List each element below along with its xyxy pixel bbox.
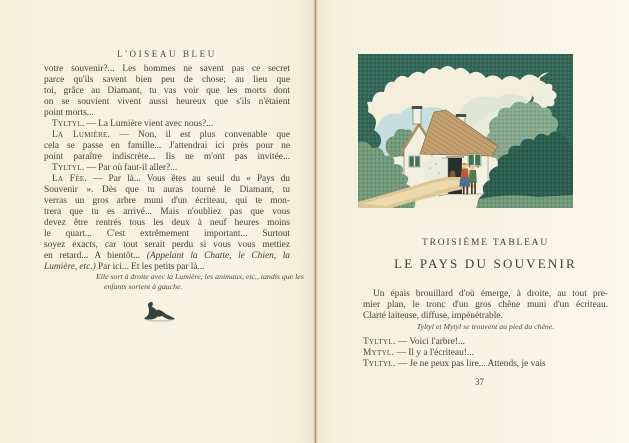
door-lintel	[446, 156, 464, 158]
body-line: votre souvenir?... Les hommes ne savent pas ce secret	[44, 64, 290, 74]
reclining-figure-vignette	[142, 301, 178, 323]
tyltyl-head	[470, 165, 475, 170]
body-line: le quart... C'est extrêmement important... Surtout	[44, 229, 290, 239]
body-line: trera que tu es arrivé... Mais n'oubliez pas que vous	[44, 207, 290, 217]
cottage-illustration	[358, 54, 573, 208]
shutter	[410, 157, 414, 167]
shrub-speckle	[429, 167, 431, 169]
running-header: L'OISEAU BLEU	[117, 49, 217, 59]
chimney-cap	[456, 114, 466, 117]
shutter	[415, 157, 419, 167]
act-heading: TROISIÈME TABLEAU	[421, 238, 550, 248]
speaker-name: Tyltyl.	[52, 163, 85, 173]
chimney-cap	[412, 106, 422, 109]
shrub-speckle	[438, 172, 440, 174]
body-line: point morts...	[44, 108, 94, 118]
body-line: cela se passe en famille... J'attendrai ici près pour ne	[44, 141, 290, 151]
inline-stage-note: Lumière, etc.)	[44, 262, 96, 272]
dialogue-line: Tyltyl. — Voici l'arbre!...	[363, 337, 466, 347]
speaker-name: La Lumière.	[52, 130, 111, 140]
dialogue-line: Tyltyl. — La Lumière vient avec nous?...	[52, 119, 214, 129]
speaker-name: Mytyl.	[363, 348, 395, 358]
dialogue-line: Tyltyl. — Je ne peux pas lire... Attends, je vais	[363, 359, 546, 369]
description-line: Un épais brouillard d'où émerge, à droite, au tout pre-	[373, 289, 608, 299]
body-line: Lumière, etc.) Par ici... Et les petits par là...	[44, 262, 205, 272]
page-number: 37	[475, 377, 484, 387]
scene-title: LE PAYS DU SOUVENIR	[394, 256, 577, 271]
dialogue-block	[363, 337, 608, 370]
body-line: toi, grâce au Diamant, tu vas voir que les morts dont	[44, 86, 290, 96]
tyltyl-leg	[471, 183, 473, 194]
body-line: Souvenir ». Dès que tu auras tourné le Diamant, tu	[44, 185, 290, 195]
body-line: verras un gros arbre muni d'un écriteau, qui te mon-	[44, 196, 290, 206]
speaker-name: Tyltyl.	[52, 119, 85, 129]
vignette-ground-shadow	[146, 320, 174, 322]
speaker-name: Tyltyl.	[363, 337, 396, 347]
body-line: on se souvient vivent aussi heureux que s'ils n'étaient	[44, 97, 290, 107]
left-text-block	[44, 64, 290, 273]
page-gutter	[313, 0, 318, 443]
description-line: mier plan, le tronc d'un gros chêne muni d'un écriteau.	[363, 300, 608, 310]
dialogue-line: La Lumière. — Non, il est plus convenable que	[52, 130, 290, 140]
tyltyl-leg	[474, 183, 476, 194]
stage-direction: Tyltyl et Mytyl se trouvent au pied du chêne.	[416, 322, 555, 331]
dialogue-line: Tyltyl. — Par où faut-il aller?...	[52, 163, 178, 173]
mytyl-red-top	[461, 169, 469, 178]
mytyl-leg	[463, 187, 465, 195]
inline-stage-note: (Appelant la Chatte, le Chien, la	[146, 251, 290, 261]
dialogue-line: La Fée. — Par là... Vous êtes au seuil du « Pays du	[52, 174, 290, 184]
body-line: en retard... A bientôt... (Appelant la Chatte, le Chien, la	[44, 251, 290, 261]
reclining-figure-silhouette	[144, 302, 174, 320]
shutter	[475, 155, 480, 165]
speaker-name: La Fée.	[52, 174, 88, 184]
scene-description	[363, 289, 608, 322]
tyltyl-coat	[469, 170, 477, 183]
stage-direction: Elle sort à droite avec la Lumière, les animaux, etc., tandis que les enfants sortent à gauche.	[96, 272, 304, 291]
mytyl-leg	[466, 187, 468, 195]
shrub-speckle	[435, 163, 437, 165]
body-line: devez être rentrés tous les deux à neuf heures moins	[44, 218, 290, 228]
chimney	[413, 108, 421, 124]
description-line: Clarté laiteuse, diffuse, impénétrable.	[363, 311, 503, 321]
shutter	[469, 155, 474, 165]
speaker-name: Tyltyl.	[363, 359, 396, 369]
dialogue-line: Mytyl. — Il y a l'écriteau!...	[363, 348, 474, 358]
window-box-flower	[477, 166, 479, 168]
body-line: soyez exacts, car tout serait perdu si vous vous mettiez	[44, 240, 290, 250]
body-line: point paraître indiscrète... Ils ne m'ont pas invitée...	[44, 152, 290, 162]
body-line: parce qu'ils savent bien peu de chose; au lieu que	[44, 75, 290, 85]
mytyl-blue-skirt	[459, 178, 470, 187]
